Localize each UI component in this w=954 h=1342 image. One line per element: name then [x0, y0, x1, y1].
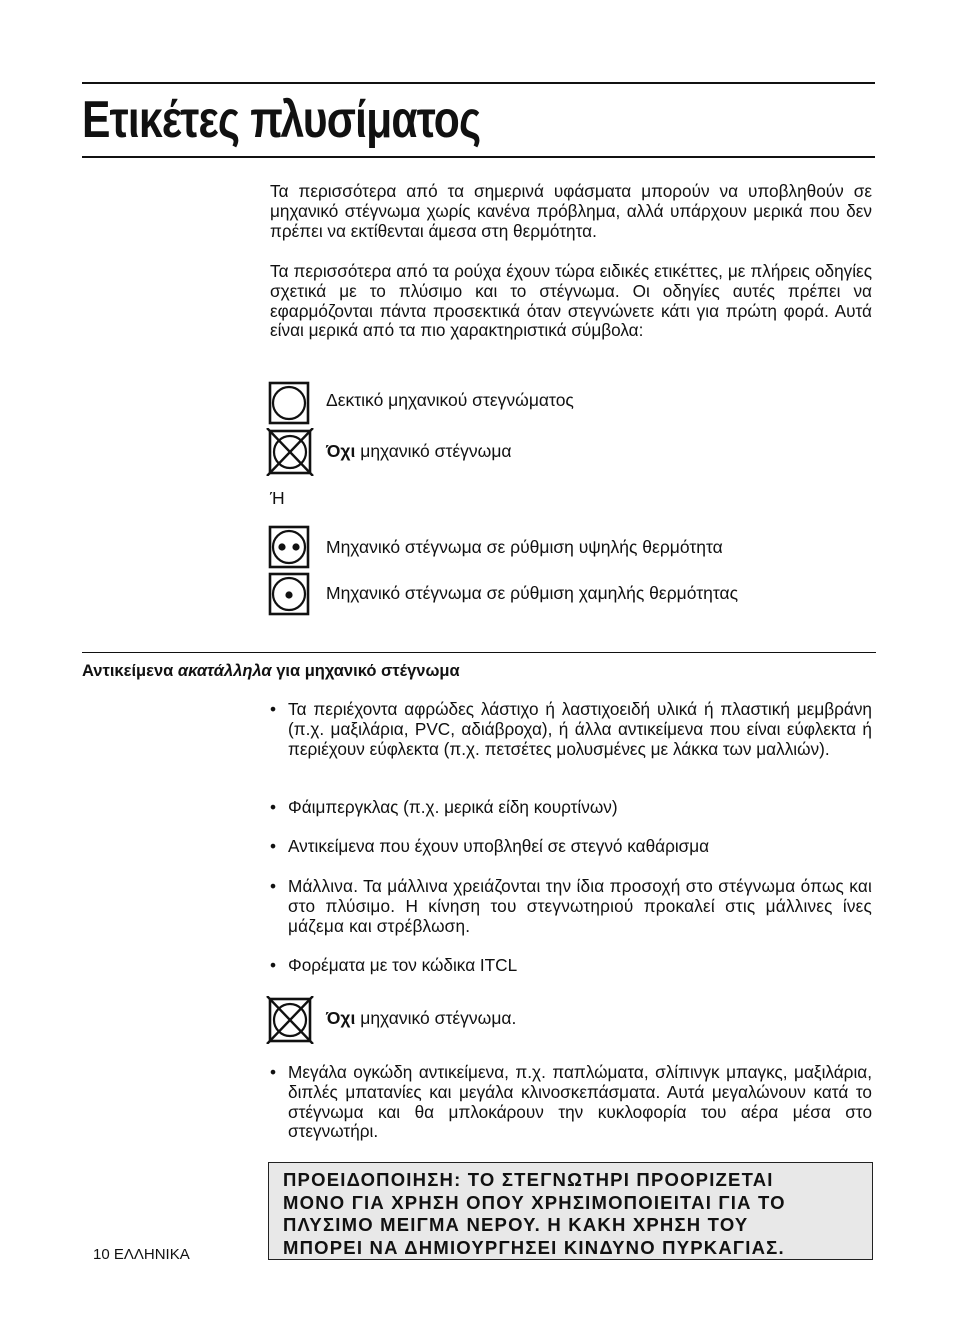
no-emphasis: Όχι [326, 441, 356, 461]
heading-pre: Αντικείμενα [82, 662, 178, 680]
unsuitable-list [270, 798, 872, 818]
no-emphasis: Όχι [326, 1008, 356, 1028]
list-item: • Τα περιέχοντα αφρώδες λάστιχο ή λαστιχοειδή υλικά ή πλαστική μεμβράνη (π.χ. μαξιλάρια, PVC, αδιάβροχα), ή άλλα αντικείμενα που είναι εύφλεκτα ή περιέχουν εύφλεκτα (π.χ. πετσέτες μολυσμένες με λάκκα των μαλλιών). [270, 700, 872, 759]
unsuitable-list [270, 837, 872, 857]
warning-line: ΠΡΟΕΙΔΟΠΟΙΗΣΗ: ΤΟ ΣΤΕΓΝΩΤΗΡΙ ΠΡΟΟΡΙΖΕΤΑΙ [283, 1169, 774, 1190]
page-title: Ετικέτες πλυσίματος [82, 91, 481, 149]
symbol-row-high-heat [266, 525, 886, 569]
list-item: • Μεγάλα ογκώδη αντικείμενα, π.χ. παπλώματα, σλίπινγκ μπαγκς, μαξιλάρια, διπλές μπατανίες και μεγάλα κλινοσκεπάσματα. Αυτά μεγαλώνουν κατά το στέγνωμα και θα μπλοκάρουν την κυκλοφορία του αέρα μέσα στο στεγνωτήρι. [270, 1063, 872, 1142]
symbol-row-no-dryer-note [266, 996, 886, 1040]
symbol-label-low-heat: Μηχανικό στέγνωμα σε ρύθμιση χαμηλής θερμότητας [326, 583, 739, 603]
tumble-dry-allowed-icon [266, 381, 312, 425]
list-item: • Μάλλινα. Τα μάλλινα χρειάζονται την ίδια προσοχή στο στέγνωμα όπως και στο πλύσιμο. Η κίνηση του στεγνωτηριού προκαλεί στις μάλλινες ίνες μάζεμα και στρέβλωση. [270, 877, 872, 936]
list-item: • Αντικείμενα που έχουν υποβληθεί σε στεγνό καθάρισμα [270, 837, 872, 857]
no-dryer-text: μηχανικό στέγνωμα [355, 441, 512, 461]
heading-post: για μηχανικό στέγνωμα [271, 662, 460, 680]
do-not-tumble-dry-icon [266, 996, 316, 1044]
page-footer: 10 ΕΛΛΗΝΙΚΑ [93, 1246, 190, 1263]
symbol-label-high-heat: Μηχανικό στέγνωμα σε ρύθμιση υψηλής θερμότητα [326, 537, 723, 557]
section-heading [82, 662, 460, 681]
or-text: Ή [270, 488, 285, 508]
symbol-label-dryer-ok: Δεκτικό μηχανικού στεγνώματος [326, 390, 574, 410]
tumble-dry-low-icon [266, 572, 312, 616]
warning-line: ΜΟΝΟ ΓΙΑ ΧΡΗΣΗ ΟΠΟΥ ΧΡΗΣΙΜΟΠΟΙΕΙΤΑΙ ΓΙΑ ΤΟ [283, 1191, 786, 1213]
intro-paragraph-2: Τα περισσότερα από τα ρούχα έχουν τώρα ειδικές ετικέττες, με πλήρεις οδηγίες σχετικά με το πλύσιμο και το στέγνωμα. Οι οδηγίες αυτές πρέπει να εφαρμόζονται πάντα προσεκτικά όταν στεγνώνετε κάτι για πρώτη φορά. Αυτά είναι μερικά από τα πιο χαρακτηριστικά σύμβολα: [270, 261, 872, 341]
list-item: • Φορέματα με τον κώδικα ITCL [270, 956, 872, 976]
heading-emphasis: ακατάλληλα [177, 662, 272, 680]
tumble-dry-high-icon [266, 525, 312, 569]
symbol-row-dryer-ok [266, 381, 886, 425]
intro-paragraph-1: Τα περισσότερα από τα σημερινά υφάσματα μπορούν να υποβληθούν σε μηχανικό στέγνωμα χωρίς κανένα πρόβλημα, αλλά υπάρχουν μερικά που δεν πρέπει να εκτίθενται άμεσα στη θερμότητα. [270, 181, 872, 241]
symbol-row-no-dryer [266, 428, 886, 472]
symbol-label-no-dryer-note [326, 1008, 516, 1028]
symbol-label-no-dryer [326, 441, 512, 461]
warning-line: ΜΠΟΡΕΙ ΝΑ ΔΗΜΙΟΥΡΓΗΣΕΙ ΚΙΝΔΥΝΟ ΠΥΡΚΑΓΙΑΣ. [283, 1236, 785, 1258]
symbol-row-low-heat [266, 572, 886, 616]
do-not-tumble-dry-icon [266, 428, 316, 476]
warning-box [268, 1162, 873, 1260]
unsuitable-list [270, 700, 872, 759]
warning-line: ΠΛΥΣΙΜΟ ΜΕΙΓΜΑ ΝΕΡΟΥ. Η ΚΑΚΗ ΧΡΗΣΗ ΤΟΥ [283, 1214, 749, 1236]
list-item: • Φάιμπεργκλας (π.χ. μερικά είδη κουρτίνων) [270, 798, 872, 818]
unsuitable-list [270, 956, 872, 976]
section-rule [82, 652, 876, 653]
title-bottom-rule [82, 156, 875, 158]
no-dryer-note-text: μηχανικό στέγνωμα. [355, 1008, 517, 1028]
unsuitable-list [270, 1063, 872, 1142]
unsuitable-list [270, 877, 872, 936]
